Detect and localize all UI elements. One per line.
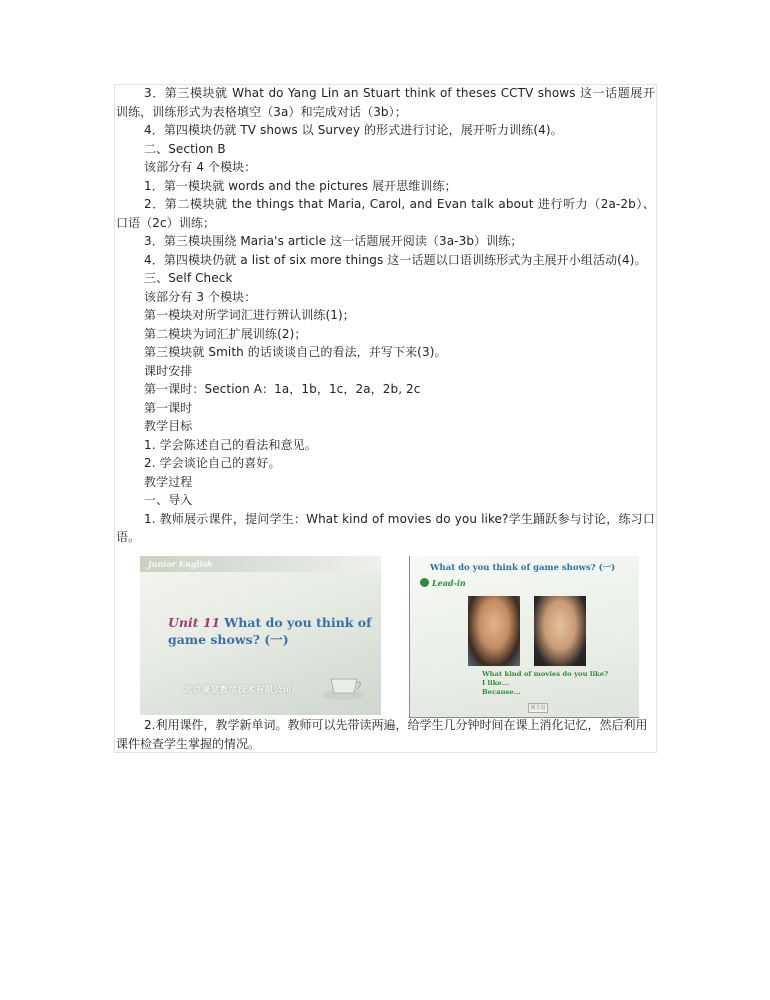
prompt-line: What kind of movies do you like? [482, 670, 609, 678]
paragraph: 该部分有 3 个模块： [144, 289, 257, 304]
paragraph: 2.利用课件，教学新单词。教师可以先带读两遍，给学生几分钟时间在课上消化记忆，然后利用课件检查学生掌握的情况。 [116, 718, 648, 751]
portrait-photo [468, 596, 520, 666]
paragraph: 该部分有 4 个模块： [144, 160, 257, 174]
paragraph: 教学目标 [144, 419, 193, 433]
slide-title-line1: What do you think of [224, 615, 372, 630]
prompt-line: Because... [482, 688, 521, 696]
paragraph: 教学过程 [144, 474, 193, 489]
prompt-line: I like... [482, 679, 509, 687]
paragraph: 第一课时 [144, 400, 193, 415]
slide-unit: Unit 11 [168, 615, 221, 630]
slide-header-bar [140, 556, 381, 572]
paragraph: 第二模块为词汇扩展训练(2)； [144, 326, 307, 341]
document-body-continued [116, 716, 655, 753]
paragraph: 课时安排 [144, 363, 193, 378]
paragraph: 一、导入 [144, 493, 193, 507]
paragraph: 1．第一模块就 words and the pictures 展开思维训练； [144, 178, 457, 193]
bullet-icon [420, 578, 429, 587]
slide-image-leadin [409, 556, 639, 718]
paragraph: 第一模块对所学词汇进行辨认训练(1)； [144, 308, 355, 322]
slide-prompt [482, 670, 608, 697]
paragraph: 4．第四模块仍就 a list of six more things 这一话题以口语训练形式为主展开小组活动(4)。 [144, 252, 647, 267]
document-body [116, 84, 655, 547]
paragraph: 二、Section B [144, 141, 226, 156]
slide-company: 北京课堂教学技术有限公司 [184, 685, 292, 694]
slide-image-title [140, 556, 381, 715]
paragraph: 第三模块就 Smith 的话谈谈自己的看法，并写下来(3)。 [144, 345, 447, 359]
paragraph: 1. 学会陈述自己的看法和意见。 [144, 437, 317, 452]
paragraph: 第一课时：Section A：1a，1b，1c，2a，2b, 2c [144, 382, 421, 396]
paragraph: 2. 学会谈论自己的喜好。 [144, 456, 281, 470]
paragraph: 4．第四模块仍就 TV shows 以 Survey 的形式进行讨论，展开听力训练(4)。 [144, 123, 563, 137]
paragraph: 1. 教师展示课件，提问学生：What kind of movies do you like?学生踊跃参与讨论，练习口语。 [116, 511, 655, 544]
teacup-icon [321, 671, 367, 701]
slide-title [168, 614, 372, 648]
paragraph: 2．第二模块就 the things that Maria, Carol, and Evan talk about 进行听力（2a-2b）、口语（2c）训练； [116, 197, 655, 230]
slide-leadin: Lead-in [432, 578, 466, 588]
portrait-photo [534, 596, 586, 666]
paragraph: 3．第三模块就 What do Yang Lin an Stuart think of theses CCTV shows 这一话题展开训练，训练形式为表格填空（3a）和完成对话（3b）； [116, 86, 655, 119]
paragraph: 3．第三模块围绕 Maria's article 这一话题展开阅读（3a-3b）训练； [144, 234, 523, 248]
home-button: 回主页 [528, 703, 548, 713]
paragraph: 三、Self Check [144, 271, 233, 285]
slide-heading: What do you think of game shows? (一) [430, 563, 616, 573]
slide-title-line2: game shows? (一) [168, 632, 289, 647]
slide-brand: Junior English [148, 559, 213, 569]
